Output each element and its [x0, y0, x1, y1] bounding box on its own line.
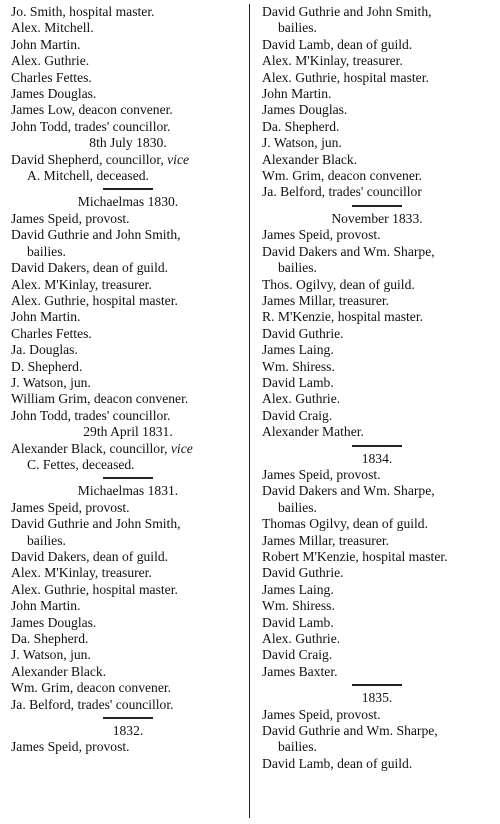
entry-line [11, 342, 245, 358]
entry-continuation [11, 168, 245, 184]
entry-line [262, 615, 492, 631]
entry-line [11, 359, 245, 375]
entry-text: Alex. M'Kinlay, treasurer. [262, 53, 403, 69]
left-column [11, 4, 245, 756]
entry-continuation [262, 500, 492, 516]
entry-text: James Speid, provost. [262, 227, 381, 243]
entry-line [262, 342, 492, 358]
entry-text: David Lamb. [262, 614, 334, 630]
entry-text: Alex. Guthrie, hospital master. [11, 581, 178, 597]
entry-text: Charles Fettes. [11, 325, 92, 341]
entry-text: bailies. [278, 20, 317, 36]
entry-text: Wm. Shiress. [262, 358, 335, 374]
section-separator [352, 205, 402, 207]
entry-line [262, 359, 492, 375]
entry-line [11, 647, 245, 663]
entry-line [262, 168, 492, 184]
entry-line [11, 37, 245, 53]
entry-text: David Craig. [262, 647, 333, 663]
section-separator [103, 717, 153, 719]
entry-line [11, 582, 245, 598]
section-separator [103, 477, 153, 479]
entry-text: bailies. [27, 243, 66, 259]
entry-text: David Guthrie. [262, 565, 344, 581]
entry-text: bailies. [27, 532, 66, 548]
section-heading [11, 194, 245, 210]
entry-text: Alex. Guthrie, hospital master. [11, 292, 178, 308]
entry-line [11, 86, 245, 102]
entry-text: David Guthrie and Wm. Sharpe, [262, 723, 438, 739]
entry-text: Jo. Smith, hospital master. [11, 4, 155, 19]
entry-continuation [262, 739, 492, 755]
entry-text: Wm. Shiress. [262, 598, 335, 614]
entry-text: 1835. [361, 690, 393, 706]
section-heading [11, 723, 245, 739]
entry-text: J. Watson, jun. [262, 135, 342, 151]
entry-text: R. M'Kenzie, hospital master. [262, 309, 424, 325]
entry-text: Ja. Douglas. [11, 342, 78, 358]
entry-line [11, 277, 245, 293]
entry-text: bailies. [278, 739, 317, 755]
entry-text: Thomas Ogilvy, dean of guild. [262, 516, 428, 532]
entry-text: David Guthrie and John Smith, [262, 4, 432, 19]
entry-text: David Guthrie and John Smith, [11, 227, 181, 243]
entry-text: Michaelmas 1830. [77, 194, 179, 210]
entry-text: James Speid, provost. [11, 210, 130, 226]
entry-text: John Martin. [11, 598, 81, 614]
section-separator [103, 188, 153, 190]
entry-line [262, 664, 492, 680]
entry-line [262, 152, 492, 168]
entry-line [11, 500, 245, 516]
entry-text: Alex. M'Kinlay, treasurer. [11, 276, 152, 292]
entry-text: Alexander Mather. [262, 424, 364, 440]
entry-line [11, 260, 245, 276]
section-heading [11, 483, 245, 499]
entry-text: David Lamb, dean of guild. [262, 755, 413, 771]
entry-text: 1832. [112, 723, 144, 739]
entry-text: J. Watson, jun. [11, 647, 91, 663]
entry-text: David Lamb. [262, 374, 334, 390]
entry-text: David Guthrie. [262, 325, 344, 341]
entry-line [262, 375, 492, 391]
entry-text: John Todd, trades' councillor. [11, 407, 171, 423]
entry-text: James Baxter. [262, 663, 338, 679]
entry-line [11, 53, 245, 69]
entry-line [262, 326, 492, 342]
entry-text: Alex. Guthrie. [262, 631, 341, 647]
entry-line [11, 697, 245, 713]
entry-line [11, 375, 245, 391]
entry-text: Robert M'Kenzie, hospital master. [262, 549, 448, 564]
section-heading [11, 424, 245, 440]
entry-text: David Craig. [262, 407, 333, 423]
entry-text: David Dakers and Wm. Sharpe, [262, 483, 435, 499]
entry-text: November 1833. [331, 210, 423, 226]
entry-continuation [262, 260, 492, 276]
entry-line [11, 102, 245, 118]
entry-text: Wm. Grim, deacon convener. [262, 168, 423, 184]
entry-text: David Dakers and Wm. Sharpe, [262, 243, 435, 259]
entry-line [11, 631, 245, 647]
entry-text: Alexander Black, councillor, [11, 440, 168, 456]
right-column [262, 4, 492, 772]
section-separator [352, 445, 402, 447]
entry-line [262, 227, 492, 243]
entry-line [262, 293, 492, 309]
entry-line [11, 326, 245, 342]
section-heading [11, 135, 245, 151]
entry-text: John Martin. [11, 36, 81, 52]
entry-line [262, 102, 492, 118]
entry-line [262, 408, 492, 424]
entry-text: 29th April 1831. [83, 424, 173, 440]
column-divider [249, 4, 250, 818]
entry-text: James Low, deacon convener. [11, 102, 173, 118]
entry-line [11, 293, 245, 309]
entry-text: John Martin. [11, 309, 81, 325]
section-heading [262, 451, 492, 467]
entry-text: Alex. Mitchell. [11, 20, 94, 36]
entry-text: Michaelmas 1831. [77, 483, 179, 499]
entry-line [262, 483, 492, 499]
entry-line [262, 119, 492, 135]
entry-line [262, 70, 492, 86]
entry-text: James Millar, treasurer. [262, 532, 390, 548]
entry-line [262, 549, 492, 565]
section-separator [352, 684, 402, 686]
entry-text: Alex. Guthrie, hospital master. [262, 69, 429, 85]
entry-text: John Martin. [262, 86, 332, 102]
entry-continuation [11, 533, 245, 549]
entry-line [11, 227, 245, 243]
entry-text: Wm. Grim, deacon convener. [11, 680, 172, 696]
entry-text: J. Watson, jun. [11, 374, 91, 390]
entry-line [262, 184, 492, 200]
entry-text: Alex. Guthrie. [262, 391, 341, 407]
entry-text: David Guthrie and John Smith, [11, 516, 181, 532]
entry-text: Alex. Guthrie. [11, 53, 90, 69]
entry-text: 8th July 1830. [89, 135, 167, 151]
entry-text: David Lamb, dean of guild. [262, 36, 413, 52]
entry-continuation [11, 244, 245, 260]
entry-text: Ja. Belford, trades' councillor. [11, 696, 174, 712]
entry-line [11, 664, 245, 680]
entry-text: James Speid, provost. [11, 499, 130, 515]
entry-line [11, 152, 245, 168]
entry-line [262, 582, 492, 598]
entry-text: James Speid, provost. [262, 466, 381, 482]
entry-line [262, 244, 492, 260]
entry-text: David Shepherd, councillor, [11, 151, 164, 167]
entry-line [11, 565, 245, 581]
entry-line [262, 37, 492, 53]
entry-line [262, 631, 492, 647]
entry-text: James Douglas. [11, 614, 97, 630]
entry-line [11, 408, 245, 424]
entry-line [11, 70, 245, 86]
entry-text: John Todd, trades' councillor. [11, 118, 171, 134]
entry-line [262, 533, 492, 549]
entry-text: James Douglas. [11, 86, 97, 102]
entry-text: Alexander Black. [11, 663, 107, 679]
entry-text: bailies. [278, 260, 317, 276]
entry-line [262, 516, 492, 532]
entry-continuation [262, 20, 492, 36]
entry-line [11, 598, 245, 614]
entry-text: James Laing. [262, 342, 334, 358]
entry-line [262, 467, 492, 483]
entry-text: Alex. M'Kinlay, treasurer. [11, 565, 152, 581]
entry-line [11, 441, 245, 457]
entry-line [262, 277, 492, 293]
entry-text: James Millar, treasurer. [262, 292, 390, 308]
entry-line [262, 86, 492, 102]
entry-text: James Speid, provost. [262, 706, 381, 722]
entry-text: David Dakers, dean of guild. [11, 260, 169, 276]
section-heading [262, 690, 492, 706]
entry-text: James Laing. [262, 581, 334, 597]
entry-text: Da. Shepherd. [262, 118, 340, 134]
entry-line [11, 4, 245, 20]
entry-text: C. Fettes, deceased. [27, 456, 135, 472]
entry-line [11, 516, 245, 532]
entry-line [262, 135, 492, 151]
entry-line [262, 647, 492, 663]
entry-continuation [11, 457, 245, 473]
entry-line [11, 20, 245, 36]
entry-text: D. Shepherd. [11, 358, 83, 374]
entry-text: bailies. [278, 499, 317, 515]
entry-line [11, 391, 245, 407]
entry-line [262, 4, 492, 20]
entry-line [11, 739, 245, 755]
entry-line [262, 707, 492, 723]
entry-text: Alexander Black. [262, 151, 358, 167]
entry-line [262, 391, 492, 407]
entry-line [262, 565, 492, 581]
entry-text: David Dakers, dean of guild. [11, 549, 169, 564]
vice-word: vice [170, 440, 193, 456]
entry-line [262, 756, 492, 772]
entry-line [11, 680, 245, 696]
entry-line [262, 53, 492, 69]
entry-text: A. Mitchell, deceased. [27, 168, 149, 184]
vice-word: vice [167, 151, 190, 167]
entry-text: James Speid, provost. [11, 739, 130, 755]
section-heading [262, 211, 492, 227]
entry-line [11, 549, 245, 565]
entry-text: James Douglas. [262, 102, 348, 118]
entry-text: Charles Fettes. [11, 69, 92, 85]
entry-line [262, 309, 492, 325]
entry-line [11, 309, 245, 325]
entry-line [11, 615, 245, 631]
entry-text: Da. Shepherd. [11, 631, 89, 647]
entry-line [11, 211, 245, 227]
entry-text: William Grim, deacon convener. [11, 391, 189, 407]
entry-line [11, 119, 245, 135]
entry-text: Thos. Ogilvy, dean of guild. [262, 276, 415, 292]
entry-text: 1834. [361, 450, 393, 466]
entry-line [262, 598, 492, 614]
entry-line [262, 424, 492, 440]
entry-line [262, 723, 492, 739]
entry-text: Ja. Belford, trades' councillor [262, 184, 422, 200]
